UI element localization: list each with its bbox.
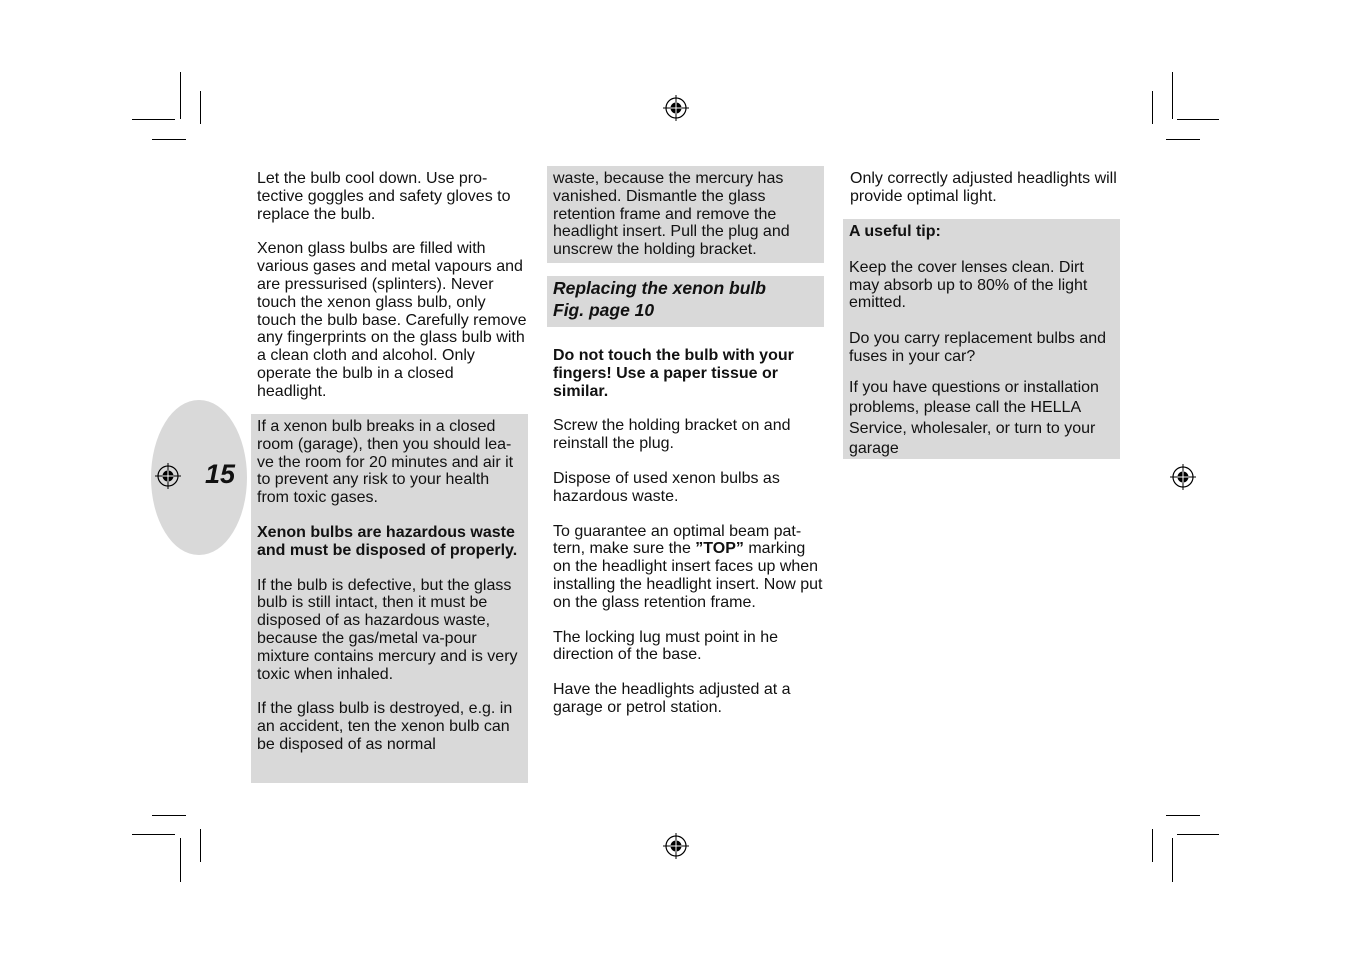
tip-title: A useful tip: [849,223,941,240]
column-2-shaded-continuation [547,166,824,263]
crop-mark [180,72,181,119]
paragraph: Screw the holding bracket on and reinstall the plug. [553,417,791,453]
paragraph: Dispose of used xenon bulbs as hazardous waste. [553,469,780,505]
crop-mark [152,139,186,140]
text: To guarantee an optimal beam pat-tern, make sure the [553,522,802,558]
crop-mark [1177,834,1219,835]
crop-mark [200,91,201,124]
page-number: 15 [205,459,236,489]
section-heading-block [547,276,824,327]
column-1-shaded-block [251,414,528,783]
paragraph: Xenon glass bulbs are filled with various gases and metal vapours and are pressurised (splinters). Never touch the xenon glass bulb, only touch the bulb base. Carefully remove any fingerprints on the glass bulb with a clean cloth and alcohol. Only operate the bulb in a closed headlight. [257,240,527,400]
crop-mark [1166,815,1200,816]
registration-mark-icon [663,833,689,859]
section-heading: Replacing the xenon bulb [553,278,766,298]
crop-mark [1152,829,1153,862]
paragraph: waste, because the mercury has vanished. Dismantle the glass retention frame and remove the headlight insert. Pull the plug and unscrew the holding bracket. [553,170,790,259]
useful-tip-box [843,219,1120,459]
crop-mark [180,838,181,882]
paragraph: Have the headlights adjusted at a garage or petrol station. [553,681,791,716]
tip-paragraph: If you have questions or installation problems, please call the HELLA Service, wholesaler, or turn to your garage [849,378,1099,458]
paragraph: If the bulb is defective, but the glass bulb is still intact, then it must be disposed of as hazardous waste, because the gas/metal va-pour mixture contains mercury and is very toxic when inhaled. [257,576,518,683]
tip-paragraph: Keep the cover lenses clean. Dirt may absorb up to 80% of the light emitted. [849,258,1088,312]
crop-mark [200,829,201,862]
column-1-intro [257,170,527,401]
crop-mark [1172,72,1173,119]
paragraph: Only correctly adjusted headlights will provide optimal light. [850,170,1117,205]
crop-mark [1172,838,1173,882]
crop-mark [1152,91,1153,124]
crop-mark [1166,139,1200,140]
crop-mark [132,834,175,835]
crop-mark [1177,119,1219,120]
crop-mark [132,119,175,120]
paragraph: If the glass bulb is destroyed, e.g. in an accident, ten the xenon bulb can be disposed of as normal [257,700,513,753]
registration-mark-icon [663,95,689,121]
section-heading-figure-ref: Fig. page 10 [553,300,655,320]
top-marking-label: ”TOP” [695,540,744,558]
paragraph: If a xenon bulb breaks in a closed room (garage), then you should lea-ve the room for 20 minutes and air it to prevent any risk to your health from toxic gases. [257,418,514,507]
crop-mark [152,815,186,816]
warning-note: Do not touch the bulb with your fingers! Use a paper tissue or similar. [553,347,794,400]
paragraph: Let the bulb cool down. Use pro-tective goggles and safety gloves to replace the bulb. [257,170,511,223]
registration-mark-icon [155,463,181,489]
column-3-intro [850,170,1120,206]
column-2-body [553,347,823,717]
hazard-note: Xenon bulbs are hazardous waste and must be disposed of properly. [257,523,518,559]
paragraph: The locking lug must point in he direction of the base. [553,628,779,664]
tip-paragraph: Do you carry replacement bulbs and fuses in your car? [849,330,1107,365]
paragraph [553,523,823,612]
text: marking on the headlight insert faces up when installing the headlight insert. Now put on the glass retention frame. [553,540,823,611]
registration-mark-icon [1170,464,1196,490]
